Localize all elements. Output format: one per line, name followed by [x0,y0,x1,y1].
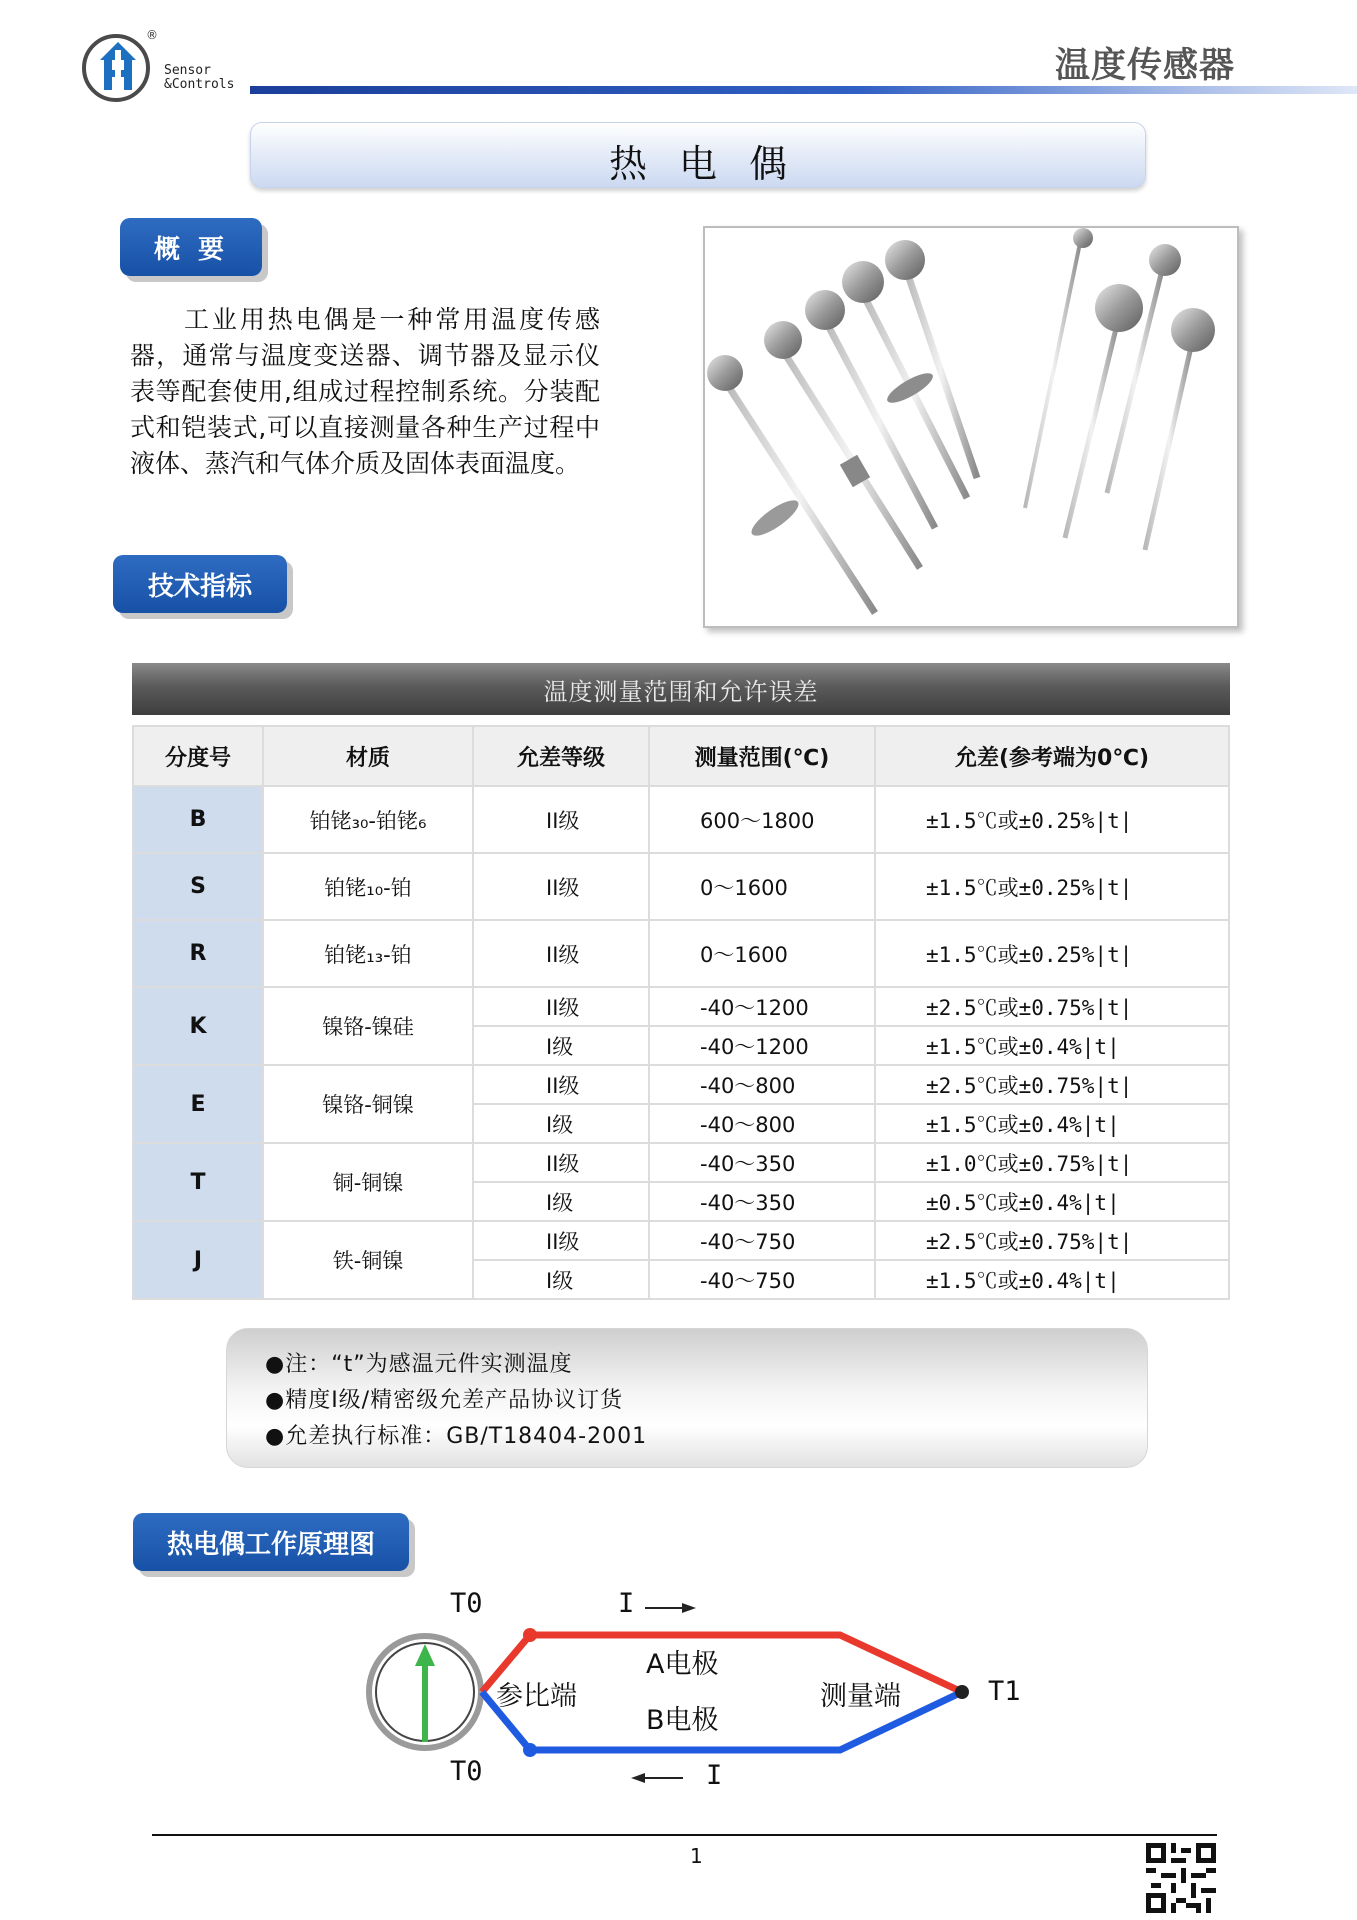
logo-wordmark: Sensor &Controls [164,63,235,92]
material: 铜-铜镍 [263,1143,473,1221]
col-header-code: 分度号 [133,726,263,786]
reference-end-label: 参比端 [496,1681,577,1712]
col-header-grade: 允差等级 [473,726,649,786]
material: 镍铬-镍硅 [263,987,473,1065]
type-code: J [133,1221,263,1299]
grade: II级 [473,920,649,987]
table-row [133,920,1229,987]
type-code: S [133,853,263,920]
product-photo [703,226,1239,628]
intro-paragraph: 工业用热电偶是一种常用温度传感器，通常与温度变送器、调节器及显示仪表等配套使用,组成过程控制系统。分装配式和铠装式,可以直接测量各种生产过程中液体、蒸汽和气体介质及固体表面温度。 [130,305,600,478]
grade: I级 [473,1026,649,1065]
footer-rule [152,1834,1217,1836]
table-row [133,987,1229,1026]
section-overview-tab: 概要 [120,218,262,276]
range: -40～1200 [649,987,875,1026]
junction-measuring [955,1685,969,1699]
material: 铁-铜镍 [263,1221,473,1299]
grade: II级 [473,786,649,853]
tolerance: ±1.5℃或±0.25%|t| [875,853,1229,920]
note-item: ●注：“t”为感温元件实测温度 [265,1352,573,1377]
junction-bottom [523,1743,537,1757]
note-item: ●允差执行标准：GB/T18404-2001 [265,1424,648,1449]
range: 0～1600 [649,920,875,987]
note-item: ●精度I级/精密级允差产品协议订货 [265,1388,624,1413]
range: -40～350 [649,1182,875,1221]
registered-mark: ® [146,28,158,42]
range: -40～800 [649,1104,875,1143]
current-bottom-label: I [706,1760,723,1791]
current-arrow-top-head [682,1603,696,1613]
qr-code-icon [1146,1843,1216,1913]
t0-top-label: T0 [450,1588,483,1619]
range: -40～1200 [649,1026,875,1065]
spec-table [132,725,1230,1300]
page-number: 1 [690,1844,703,1868]
table-title: 温度测量范围和允许误差 [132,663,1230,715]
section-principle-tab: 热电偶工作原理图 [133,1513,409,1571]
current-arrow-bottom-head [631,1773,645,1783]
grade: II级 [473,1065,649,1104]
t0-bottom-label: T0 [450,1756,483,1787]
grade: I级 [473,1260,649,1299]
junction-top [523,1628,537,1642]
diagram-graphics [300,1580,1060,1810]
notes-box [226,1328,1148,1468]
tolerance: ±2.5℃或±0.75%|t| [875,1065,1229,1104]
tolerance: ±1.5℃或±0.25%|t| [875,920,1229,987]
table-row [133,786,1229,853]
range: -40～800 [649,1065,875,1104]
tolerance: ±2.5℃或±0.75%|t| [875,987,1229,1026]
grade: II级 [473,987,649,1026]
tolerance: ±1.5℃或±0.4%|t| [875,1260,1229,1299]
type-code: R [133,920,263,987]
grade: II级 [473,853,649,920]
range: 0～1600 [649,853,875,920]
electrode-a-label: A电极 [646,1649,719,1680]
grade: II级 [473,1221,649,1260]
material: 铂铑₁₀-铂 [263,853,473,920]
tolerance: ±1.0℃或±0.75%|t| [875,1143,1229,1182]
col-header-tolerance: 允差(参考端为0℃) [875,726,1229,786]
col-header-range: 测量范围(℃) [649,726,875,786]
material: 铂铑₁₃-铂 [263,920,473,987]
tolerance: ±1.5℃或±0.25%|t| [875,786,1229,853]
electrode-b-label: B电极 [646,1705,719,1736]
table-row [133,1143,1229,1182]
current-top-label: I [618,1588,635,1619]
range: 600～1800 [649,786,875,853]
grade: I级 [473,1182,649,1221]
table-row [133,853,1229,920]
range: -40～350 [649,1143,875,1182]
measuring-end-label: 测量端 [820,1681,901,1712]
header-rule [250,86,1357,94]
page-title: 热电偶 [608,142,819,186]
tolerance: ±0.5℃或±0.4%|t| [875,1182,1229,1221]
page-title-banner [250,122,1146,188]
section-tech-tab: 技术指标 [113,555,287,613]
type-code: E [133,1065,263,1143]
table-header-row [133,726,1229,786]
type-code: K [133,987,263,1065]
company-logo [78,30,158,110]
table-row [133,1065,1229,1104]
tolerance: ±1.5℃或±0.4%|t| [875,1026,1229,1065]
t1-label: T1 [988,1676,1021,1707]
type-code: T [133,1143,263,1221]
range: -40～750 [649,1260,875,1299]
col-header-material: 材质 [263,726,473,786]
range: -40～750 [649,1221,875,1260]
type-code: B [133,786,263,853]
material: 镍铬-铜镍 [263,1065,473,1143]
thermocouple-diagram [300,1580,1060,1810]
material: 铂铑₃₀-铂铑₆ [263,786,473,853]
category-title: 温度传感器 [1054,46,1235,86]
tolerance: ±1.5℃或±0.4%|t| [875,1104,1229,1143]
grade: I级 [473,1104,649,1143]
grade: II级 [473,1143,649,1182]
table-row [133,1221,1229,1260]
tolerance: ±2.5℃或±0.75%|t| [875,1221,1229,1260]
